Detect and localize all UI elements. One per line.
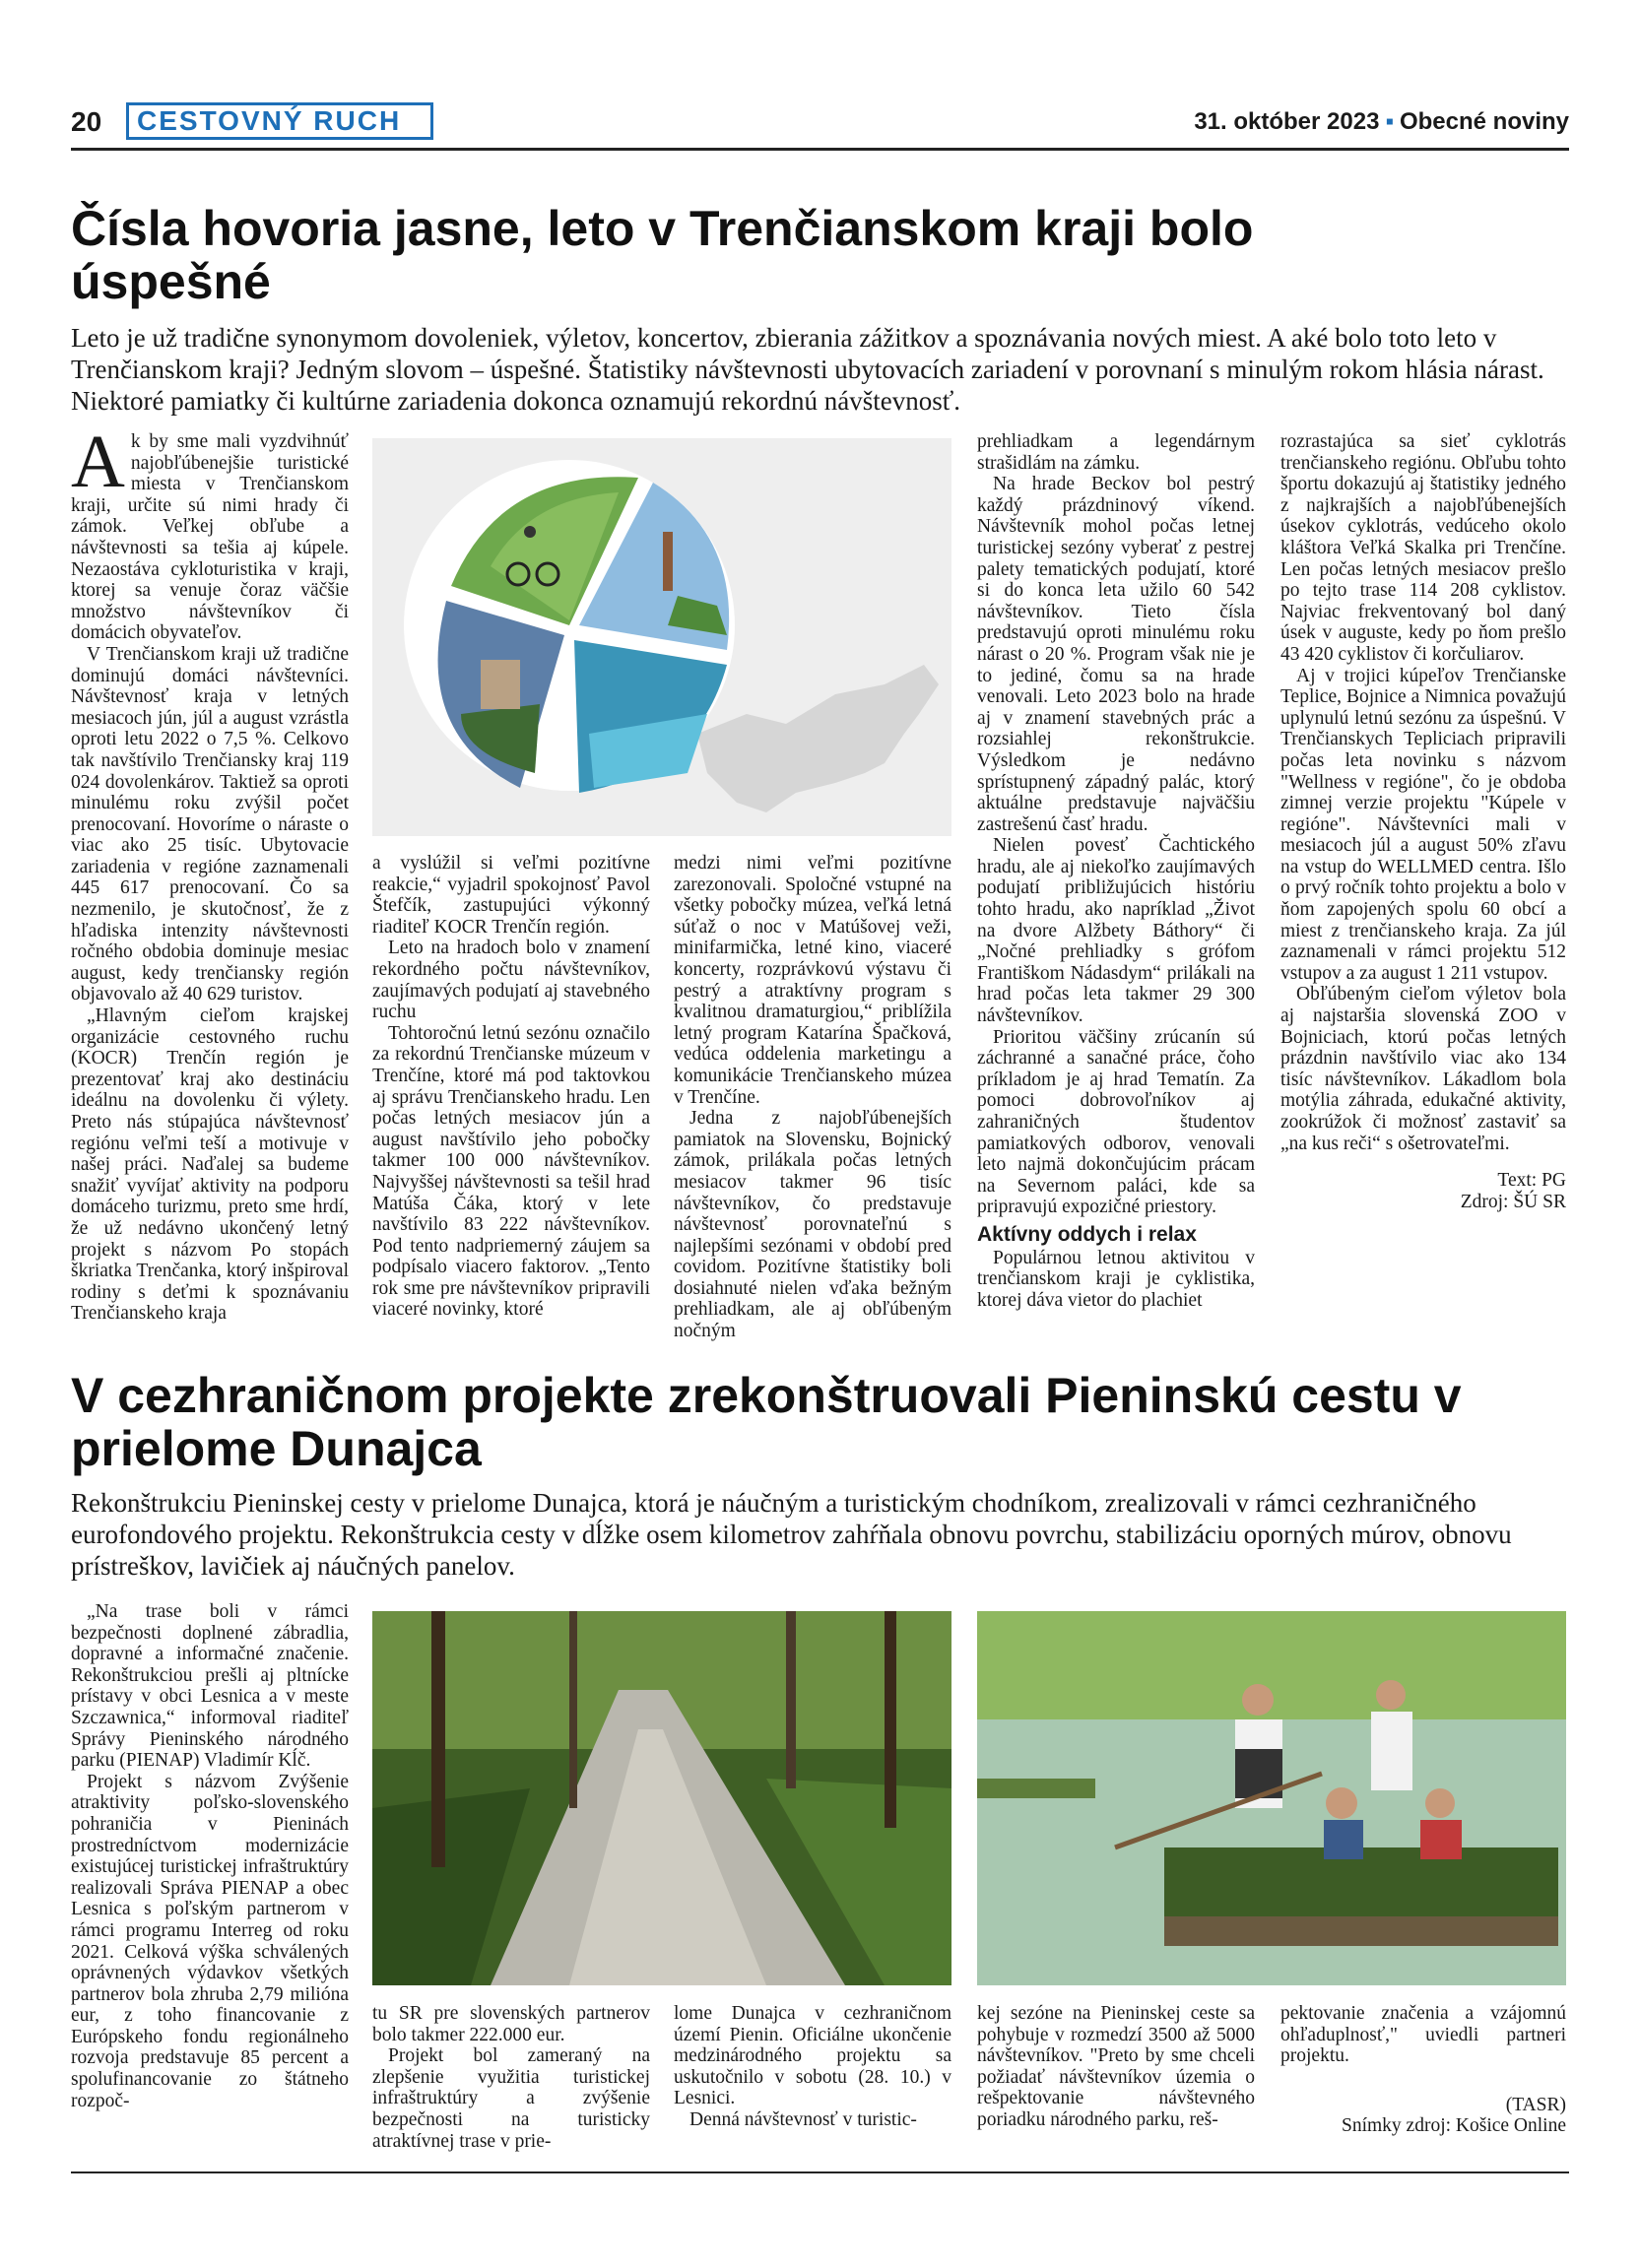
forest-path-photo	[372, 1611, 951, 1985]
a2c2p2: Projekt bol zameraný na zlepšenie využitia turistickej infraštruktúry a zvýšenie bezpečnosti na turisticky atraktívnej trase v prie-	[372, 2045, 650, 2152]
article2-col2	[372, 2003, 650, 2152]
a1c2p2: Leto na hradoch bolo v znamení rekordného počtu návštevníkov, zaujímavých podujatí aj stavebného ruchu	[372, 938, 650, 1023]
a1c4p4: Prioritou väčšiny zrúcanín sú záchranné a sanačné práce, čoho príkladom je aj hrad Tematín. Za pomoci dobrovoľníkov aj zahraničných študentov pamiatkových odborov, venovali leto najmä dokončujúcim prácam na Severnom paláci, kde sa pripravujú expozičné priestory.	[977, 1026, 1255, 1218]
article2-lead: Rekonštrukciu Pieninskej cesty v prielome Dunajca, ktorá je náučným a turistickým chodníkom, zrealizovali v rámci cezhraničného eurofondového projektu. Rekonštrukcia cesty v dĺžke osem kilometrov zahŕňala obnovu povrchu, stabilizáciu oporných múrov, obnovu prístreškov, lavičiek aj náučných panelov.	[71, 1488, 1512, 1581]
page-number: 20	[71, 106, 102, 137]
a1c1p1: k by sme mali vyzdvihnúť najobľúbenejšie turistické miesta v Trenčianskom kraji, určite sú nimi hrady či zámok. Veľkej obľube a návštevnosti sa tešia aj kúpele. Nezaostáva cykloturistika v kraji, ktorej sa venuje čoraz väčšie množstvo návštevníkov či domácich obyvateľov.	[71, 431, 349, 644]
a1c5p1: rozrastajúca sa sieť cyklotrás trenčianskeho regiónu. Obľubu tohto športu dokazujú aj štatistiky jedného z najkrajších a najobľúbenejších úsekov cyklotrás, vedúceho okolo kláštora Veľká Skalka pri Trenčíne. Len počas letných mesiacov prešlo po tejto trase 114 208 cyklistov. Najviac frekventovaný bol daný úsek v auguste, kedy po ňom prešlo 43 420 cyklistov či korčuliarov.	[1280, 431, 1566, 665]
a2c5p1: pektovanie značenia a vzájomnú ohľaduplnosť," uviedli partneri projektu.	[1280, 2003, 1566, 2067]
article1-col2	[372, 853, 650, 1321]
a1c4p3: Nielen povesť Čachtického hradu, ale aj niekoľko zaujímavých podujatí približujúcich históriu tohto hradu, ako napríklad „Život na dvore Alžbety Báthory“ či „Nočné prehliadky s grófom Františkom Nádasdym“ prilákali na hrad počas leta takmer 29 300 návštevníkov.	[977, 835, 1255, 1027]
article2-credit-agency: (TASR)	[1505, 2094, 1566, 2115]
article2-col4	[977, 2003, 1255, 2131]
article1-col3	[674, 853, 951, 1342]
a1c5p3: Obľúbeným cieľom výletov bola aj najstaršia slovenská ZOO v Bojniciach, ktorú počas letných prázdnin navštívilo viac ako 134 tisíc návštevníkov. Lákadlom bola motýlia záhrada, edukačné aktivity, zookrúžok či možnosť zastaviť sa „na kus reči“ s ošetrovateľmi.	[1280, 984, 1566, 1154]
a1c4p2: Na hrade Beckov bol pestrý každý prázdninový víkend. Návštevník mohol počas letnej turistickej sezóny vyberať z pestrej palety tematických podujatí, ktoré si do konca leta užilo 60 542 návštevníkov. Tieto čísla predstavujú oproti minulému roku nárast o 20 %. Program však nie je to jediné, čomu sa na hrade venovali. Leto 2023 bolo na hrade aj v znamení stavebných prác a rozsiahlej rekonštrukcie. Výsledkom je nedávno sprístupnený západný palác, ktorý aktuálne predstavuje najväčšiu zastrešenú časť hradu.	[977, 474, 1255, 835]
article2-col3	[674, 2003, 951, 2131]
separator: ▪	[1385, 108, 1394, 135]
a2c1p1: „Na trase boli v rámci bezpečnosti doplnené zábradlia, dopravné a informačné značenie. Rekonštrukciou prešli aj pltnícke prístavy v obci Lesnica a v meste Szczawnica,“ informoval riaditeľ Správy Pieninského národného parku (PIENAP) Vladimír Kĺč.	[71, 1601, 349, 1772]
dropcap: A	[71, 421, 125, 503]
a1c4p5: Populárnou letnou aktivitou v trenčianskom kraji je cyklistika, ktorej dáva vietor do plachiet	[977, 1247, 1255, 1311]
article1-credit-source: Zdroj: ŠÚ SR	[1460, 1191, 1566, 1212]
region-collage-image	[372, 438, 951, 836]
footer-rule	[71, 2171, 1569, 2173]
issue-date: 31. október 2023	[1194, 108, 1380, 135]
article2-headline: V cezhraničnom projekte zrekonštruovali Pieninskú cestu v prielome Dunajca	[71, 1368, 1462, 1476]
section-label: CESTOVNÝ RUCH	[126, 102, 433, 140]
a1c3p1: medzi nimi veľmi pozitívne zarezonovali. Spoločné vstupné na všetky pobočky múzea, veľká letná súťaž o noc v Matúšovej veži, minifarmička, letné kino, viaceré koncerty, rozprávkovú výstavu či pestrý a atraktívny program s kvalitnou dramaturgiou,“ priblížila letný program Katarína Špačková, vedúca oddelenia marketingu a komunikácie Trenčianskeho múzea v Trenčíne.	[674, 853, 951, 1108]
article2-col5	[1280, 2003, 1566, 2137]
article2-col1	[71, 1601, 349, 2111]
a2c2p1: tu SR pre slovenských partnerov bolo takmer 222.000 eur.	[372, 2003, 650, 2045]
a2c3p2: Denná návštevnosť v turistic-	[689, 2108, 917, 2130]
a2c3p1: lome Dunajca v cezhraničnom území Pienin. Oficiálne ukončenie medzinárodného projektu sa uskutočnilo v sobotu (28. 10.) v Lesnici.	[674, 2003, 951, 2109]
article1-col5	[1280, 431, 1566, 1212]
rafting-photo	[977, 1611, 1566, 1985]
header-rule	[71, 148, 1569, 151]
publication-name: Obecné noviny	[1399, 108, 1569, 135]
article1-credit-text: Text: PG	[1497, 1170, 1566, 1192]
a1c4p1: prehliadkam a legendárnym strašidlám na zámku.	[977, 431, 1255, 474]
article2-credit-photos: Snímky zdroj: Košice Online	[1341, 2115, 1566, 2137]
issue-info	[1194, 108, 1569, 136]
a1c2p1: a vyslúžil si veľmi pozitívne reakcie,“ vyjadril spokojnosť Pavol Štefčík, zastupujúci výkonný riaditeľ KOCR Trenčín región.	[372, 853, 650, 938]
article1-lead: Leto je už tradične synonymom dovoleniek, výletov, koncertov, zbierania zážitkov a spoznávania nových miest. A aké bolo toto leto v Trenčianskom kraji? Jedným slovom – úspešné. Štatistiky návštevnosti ubytovacích zariadení v porovnaní s minulým rokom hlásia nárast. Niektoré pamiatky či kultúrne zariadenia dokonca oznamujú rekordnú návštevnosť.	[71, 323, 1544, 416]
a2c4p1: kej sezóne na Pieninskej ceste sa pohybuje v rozmedzí 3500 až 5000 návštevníkov. "Preto by sme chceli požiadať návštevníkov územia o rešpektovanie návštevného poriadku národného parku, reš-	[977, 2003, 1255, 2130]
a1c2p3: Tohtoročnú letnú sezónu označilo za rekordnú Trenčianske múzeum v Trenčíne, ktoré má pod taktovkou aj správu Trenčianskeho hradu. Len počas letných mesiacov jún a august navštívilo jeho pobočky takmer 100 000 návštevníkov. Najvyššej návštevnosti sa tešil hrad Matúša Čáka, ktorý v lete navštívilo 83 222 návštevníkov. Pod tento nadpriemerný záujem sa podpísalo viacero faktorov. „Tento rok sme pre návštevníkov pripravili viaceré novinky, ktoré	[372, 1022, 650, 1321]
article1-subhead: Aktívny oddych i relax	[977, 1222, 1197, 1246]
article1-headline: Čísla hovoria jasne, leto v Trenčianskom kraji bolo úspešné	[71, 201, 1254, 309]
a1c1p3: „Hlavným cieľom krajskej organizácie cestovného ruchu (KOCR) Trenčín región je prezentovať kraj ako destináciu ideálnu na dovolenku či výlety. Preto nás stúpajúca návštevnosť regiónu veľmi teší a motivuje v našej práci. Naďalej sa budeme snažiť vyvíjať aktivity na podporu domáceho turizmu, preto sme hrdí, že už nedávno ukončený letný projekt s názvom Po stopách škriatka Trenčanka, ktorý inšpiroval rodiny s deťmi k spoznávaniu Trenčianskeho kraja	[71, 1005, 349, 1325]
article1-col4	[977, 431, 1255, 1311]
article1-col1	[71, 421, 349, 1325]
a2c1p2: Projekt s názvom Zvýšenie atraktivity poľsko-slovenského pohraničia v Pieninách prostredníctvom modernizácie existujúcej turistickej infraštruktúry realizovali Správa PIENAP a obec Lesnica s poľským partnerom v rámci programu Interreg od roku 2021. Celková výška schválených oprávnených výdavkov všetkých partnerov bola zhruba 2,79 milióna eur, z toho financovanie z Európskeho fondu regionálneho rozvoja predstavuje 85 percent a spolufinancovanie zo štátneho rozpoč-	[71, 1771, 349, 2111]
a1c3p2: Jedna z najobľúbenejších pamiatok na Slovensku, Bojnický zámok, prilákala počas letných mesiacov takmer 96 tisíc návštevníkov, čo predstavuje návštevnosť porovnateľnú s najlepšími sezónami v období pred covidom. Pozitívne štatistiky boli dosiahnuté nielen vďaka bežným prehliadkam, ale aj obľúbeným nočným	[674, 1108, 951, 1342]
a1c5p2: Aj v trojici kúpeľov Trenčianske Teplice, Bojnice a Nimnica považujú uplynulú letnú sezónu za úspešnú. V Trenčianskych Tepliciach pripravili počas leta novinku s názvom "Wellness v regióne", čo je obdoba zimnej verzie projektu "Kúpele v regióne". Návštevníci mali v mesiacoch júl a august 50% zľavu na vstup do WELLMED centra. Išlo o prvý ročník tohto projektu a bolo v ňom zapojených spolu 60 obcí a miest z trenčianskeho kraja. Za júl zaznamenali v rámci projektu 512 vstupov a za august 1 211 vstupov.	[1280, 665, 1566, 984]
a1c1p2: V Trenčianskom kraji už tradične dominujú domáci návštevníci. Návštevnosť kraja v letných mesiacoch jún, júl a august vzrástla oproti letu 2022 o 7,5 %. Celkovo tak navštívilo Trenčiansky kraj 119 024 dovolenkárov. Taktiež sa oproti minulému roku zvýšil počet prenocovaní. Hovoríme o náraste o viac ako 25 tisíc. Ubytovacie zariadenia v regióne zaznamenali 445 617 prenocovaní. Čo sa nezmenilo, je skutočnosť, že z hľadiska intenzity návštevnosti ročného obdobia dominuje mesiac august, kedy trenčiansky región objavovalo až 40 629 turistov.	[71, 643, 349, 1005]
